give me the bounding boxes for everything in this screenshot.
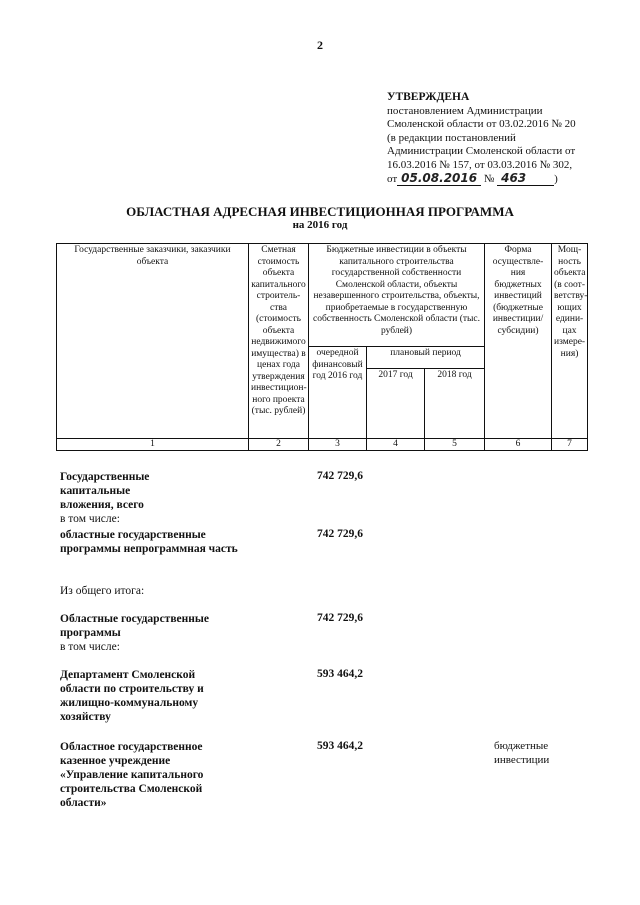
row-capital-construction-office: [60, 740, 260, 810]
row-total-capital-investments: [60, 470, 260, 526]
approval-line: Смоленской области от 03.02.2016 № 20: [387, 118, 576, 130]
handwritten-number: 463: [497, 171, 554, 186]
row-investment-form: бюджетные инвестиции: [494, 740, 550, 766]
row-label: Государственные капитальные вложения, всего: [60, 471, 150, 511]
approval-line: (в редакции постановлений: [387, 131, 516, 144]
program-table-header: [56, 243, 588, 451]
number-sign: №: [483, 173, 495, 185]
header-investment-form: Форма осуществле-ния бюджетных инвестиций (бюджетные инвестиции/ субсидии): [485, 244, 552, 439]
approval-sign-line: [387, 172, 627, 187]
header-year-2017: 2017 год: [367, 369, 425, 439]
column-number: 6: [485, 439, 552, 451]
approval-block: [387, 91, 627, 187]
header-planned-period: плановый период: [367, 347, 485, 369]
row-regional-programs-nonprogram: [60, 528, 260, 556]
row-label: Областное государственное казенное учреждение «Управление капитального строительства Смоленской области»: [60, 741, 204, 809]
header-estimated-cost: Сметная стоимость объекта капитального строитель-ства (стоимость объекта недвижимого имущества) в ценах года утверждения инвестицион-ного проекта (тыс. рублей): [249, 244, 309, 439]
ot-prefix: от: [387, 173, 398, 185]
page-number: 2: [317, 38, 323, 52]
column-number: 7: [552, 439, 588, 451]
approval-line: постановлением Администрации: [387, 104, 543, 117]
row-value: 742 729,6: [317, 612, 363, 624]
column-number: 2: [249, 439, 309, 451]
header-current-year: очередной финансовый год 2016 год: [309, 347, 367, 439]
approval-header: УТВЕРЖДЕНА: [387, 91, 470, 103]
column-number: 3: [309, 439, 367, 451]
row-regional-programs: [60, 612, 260, 654]
row-label: областные государственные программы непрограммная часть: [60, 529, 238, 555]
close-paren: ): [554, 173, 558, 185]
row-construction-department: [60, 668, 260, 724]
column-number: 4: [367, 439, 425, 451]
row-sublabel: Из общего итога:: [60, 585, 145, 597]
approval-line: 16.03.2016 № 157, от 03.03.2016 № 302,: [387, 158, 573, 171]
header-year-2018: 2018 год: [425, 369, 485, 439]
column-number: 5: [425, 439, 485, 451]
approval-line: Администрации Смоленской области от: [387, 145, 576, 157]
row-sublabel: в том числе:: [60, 641, 120, 653]
row-value: 742 729,6: [317, 470, 363, 482]
column-number: 1: [57, 439, 249, 451]
row-label: Департамент Смоленской области по строительству и жилищно-коммунальному хозяйству: [60, 669, 204, 723]
document-title: ОБЛАСТНАЯ АДРЕСНАЯ ИНВЕСТИЦИОННАЯ ПРОГРАММА: [126, 204, 514, 219]
row-value: 593 464,2: [317, 668, 363, 680]
header-budget-investments: Бюджетные инвестиции в объекты капитального строительства государственной собственности Смоленской области, объекты незавершенного строительства, объекты, приобретаемые в государственную собственность Смоленской области (тыс. рублей): [309, 244, 485, 347]
row-of-total: [60, 584, 260, 598]
header-capacity: Мощ-ность объекта (в соот-ветству-ющих едини-цах измере-ния): [552, 244, 588, 439]
row-sublabel: в том числе:: [60, 513, 120, 525]
handwritten-date: 05.08.2016: [397, 171, 481, 186]
row-value: 742 729,6: [317, 528, 363, 540]
row-value: 593 464,2: [317, 740, 363, 752]
header-customers: Государственные заказчики, заказчики объекта: [57, 244, 249, 439]
row-label: Областные государственные программы: [60, 613, 209, 639]
document-subtitle: на 2016 год: [292, 219, 348, 231]
